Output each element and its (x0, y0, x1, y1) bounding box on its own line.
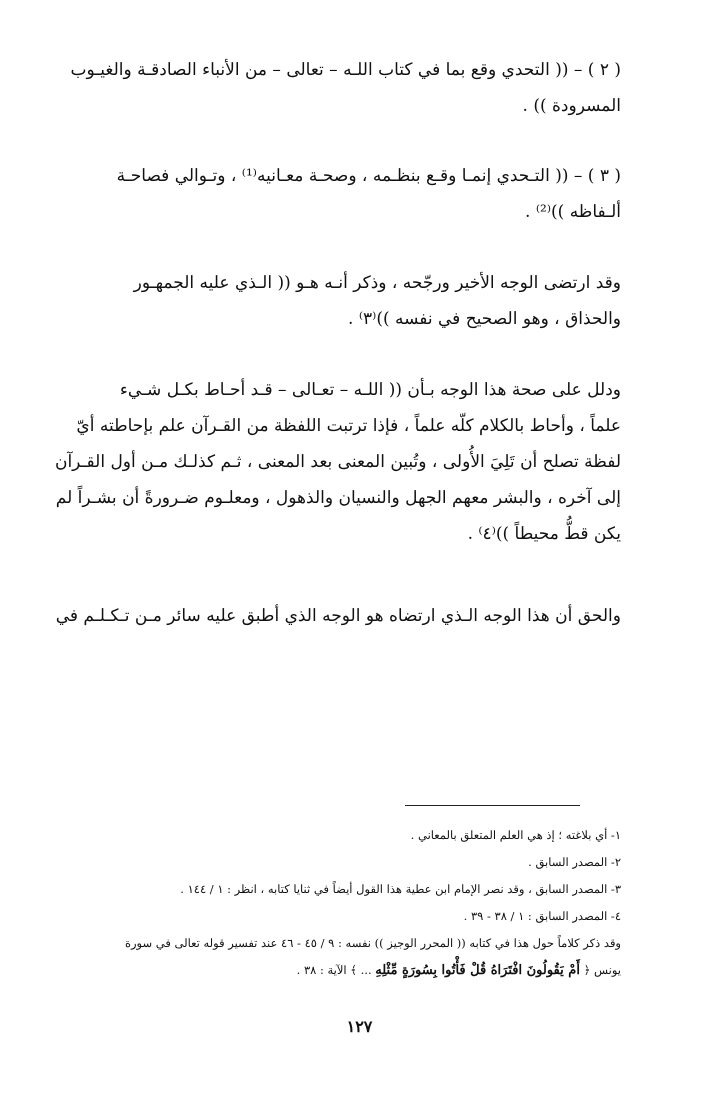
text-line: ( ٢ ) – (( التحدي وقع بما في كتاب اللـه – تعالى – من الأنباء الصادقـة والغيـوب (70, 60, 621, 80)
paragraph-2 (101, 158, 621, 230)
text-line: والحق أن هذا الوجه الـذي ارتضاه هو الوجه الذي أطبق عليه سائر مـن تـكـلـم في (55, 606, 621, 626)
footnote-verse-line (101, 957, 621, 984)
paragraph-4 (54, 372, 621, 552)
text-line: لفظة تصلح أن تَلِيَ الأُولى ، وتُبين المعنى بعد المعنى ، ثـم كذلـك مـن أول القـرآن (54, 452, 621, 472)
verse-prefix: يونس ﴿ (583, 963, 621, 977)
footnote-2: ٢- المصدر السابق . (528, 855, 621, 869)
footnotes (101, 822, 621, 984)
page-number: ١٢٧ (346, 1017, 373, 1036)
text-line: ودلل على صحة هذا الوجه بـأن (( اللـه – تعـالى – قـد أحـاط بكـل شـيء (119, 380, 621, 400)
text-line: يكن قطُّ محيطاً ))⁽٤⁾ . (467, 524, 621, 544)
text-line: والحذاق ، وهو الصحيح في نفسه ))⁽٣⁾ . (348, 309, 621, 329)
paragraph-1 (70, 52, 621, 124)
quran-verse: أَمْ يَقُولُونَ افْتَرَاهُ قُلْ فَأْتُوا بِسُورَةٍ مِّثْلِهِ (375, 963, 580, 978)
paragraph-5 (55, 598, 621, 634)
text-line: وقد ارتضى الوجه الأخير ورجّحه ، وذكر أنـه هـو (( الـذي عليه الجمهـور (133, 273, 621, 293)
text-line: علماً ، وأحاط بالكلام كلّه علماً ، فإذا ترتبت اللفظة من القـرآن علم بإحاطته أيّ (76, 416, 621, 436)
footnote-3: ٣- المصدر السابق ، وقد نصر الإمام ابن عطية هذا القول أيضاً في ثنايا كتابه ، انظر : ١ / ١٤٤ . (180, 882, 621, 896)
text-line: ( ٣ ) – (( التـحدي إنمـا وقـع بنظـمه ، وصحـة معـانيه⁽¹⁾ ، وتـوالي فصاحـة (116, 166, 621, 186)
footnote-4: ٤- المصدر السابق : ١ / ٣٨ - ٣٩ . (463, 909, 621, 923)
footnote-separator (405, 805, 580, 806)
paragraph-3 (101, 265, 621, 337)
text-line: المسرودة )) . (522, 96, 621, 116)
verse-suffix: ... ﴾ الآية : ٣٨ . (296, 963, 372, 977)
footnote-1: ١- أي بلاغته ؛ إذ هي العلم المتعلق بالمعاني . (410, 828, 621, 842)
text-line: إلى آخره ، والبشر معهم الجهل والنسيان والذهول ، ومعلـوم ضـرورةً أن بشـراً لم (55, 488, 621, 508)
text-line: ألـفاظه ))⁽²⁾ . (525, 202, 621, 222)
footnote-4-continued: وقد ذكر كلاماً حول هذا في كتابه (( المحرر الوجيز )) نفسه : ٩ / ٤٥ - ٤٦ عند تفسير قوله تعالى في سورة (124, 936, 621, 950)
